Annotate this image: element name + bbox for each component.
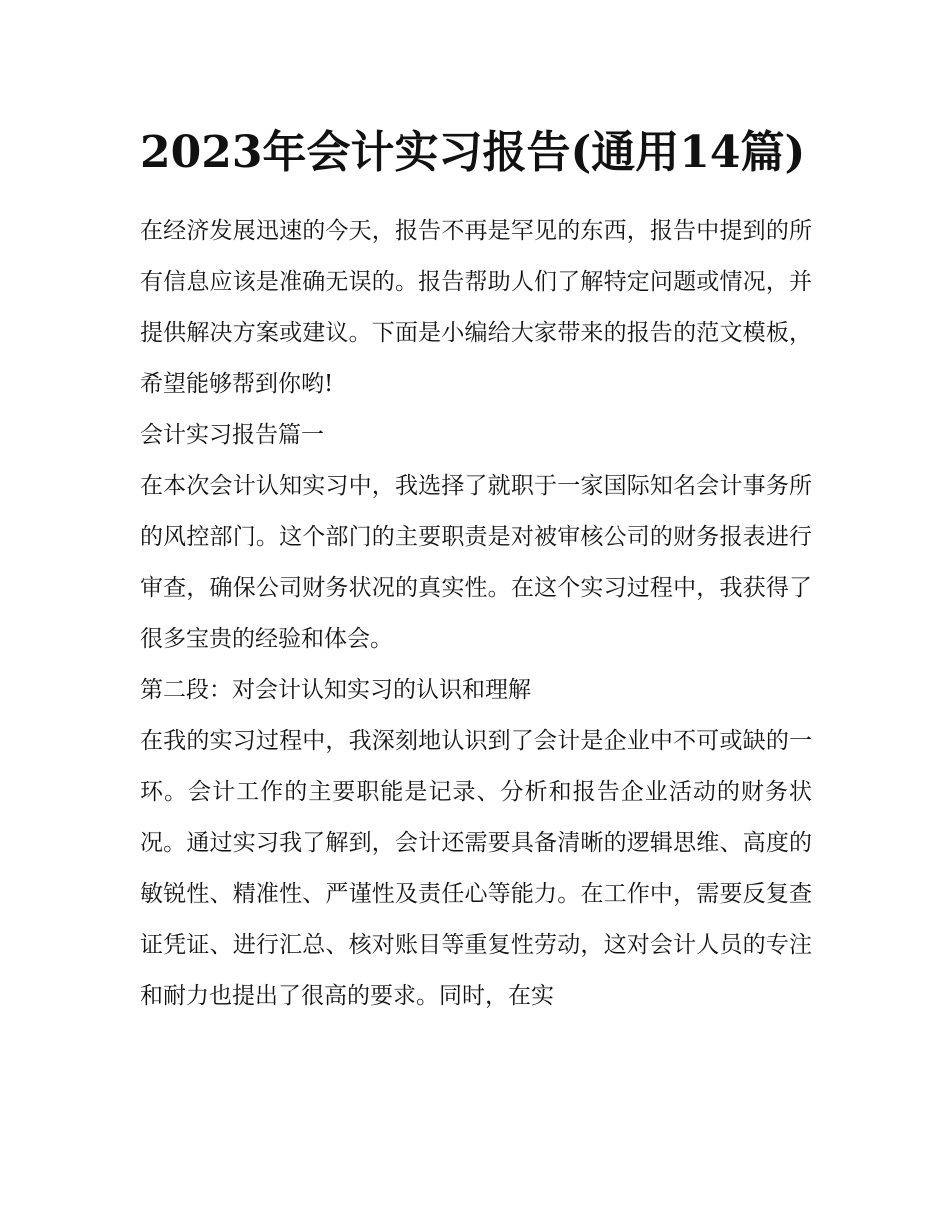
document-body (140, 206, 812, 1022)
section-heading: 第二段：对会计认知实习的认识和理解 (140, 677, 531, 703)
body-paragraph: 在本次会计认知实习中，我选择了就职于一家国际知名会计事务所的风控部门。这个部门的主要职责是对被审核公司的财务报表进行审查，确保公司财务状况的真实性。在这个实习过程中，我获得了很多宝贵的经验和体会。 (140, 473, 812, 652)
document-page (140, 0, 812, 1022)
intro-paragraph: 在经济发展迅速的今天，报告不再是罕见的东西，报告中提到的所有信息应该是准确无误的。报告帮助人们了解特定问题或情况，并提供解决方案或建议。下面是小编给大家带来的报告的范文模板，希望能够帮到你哟! (140, 218, 812, 397)
document-title: 2023年会计实习报告(通用14篇) (140, 127, 806, 178)
section-heading: 会计实习报告篇一 (140, 422, 324, 448)
body-paragraph: 在我的实习过程中，我深刻地认识到了会计是企业中不可或缺的一环。会计工作的主要职能是记录、分析和报告企业活动的财务状况。通过实习我了解到，会计还需要具备清晰的逻辑思维、高度的敏锐性、精准性、严谨性及责任心等能力。在工作中，需要反复查证凭证、进行汇总、核对账目等重复性劳动，这对会计人员的专注和耐力也提出了很高的要求。同时，在实 (140, 728, 812, 1009)
